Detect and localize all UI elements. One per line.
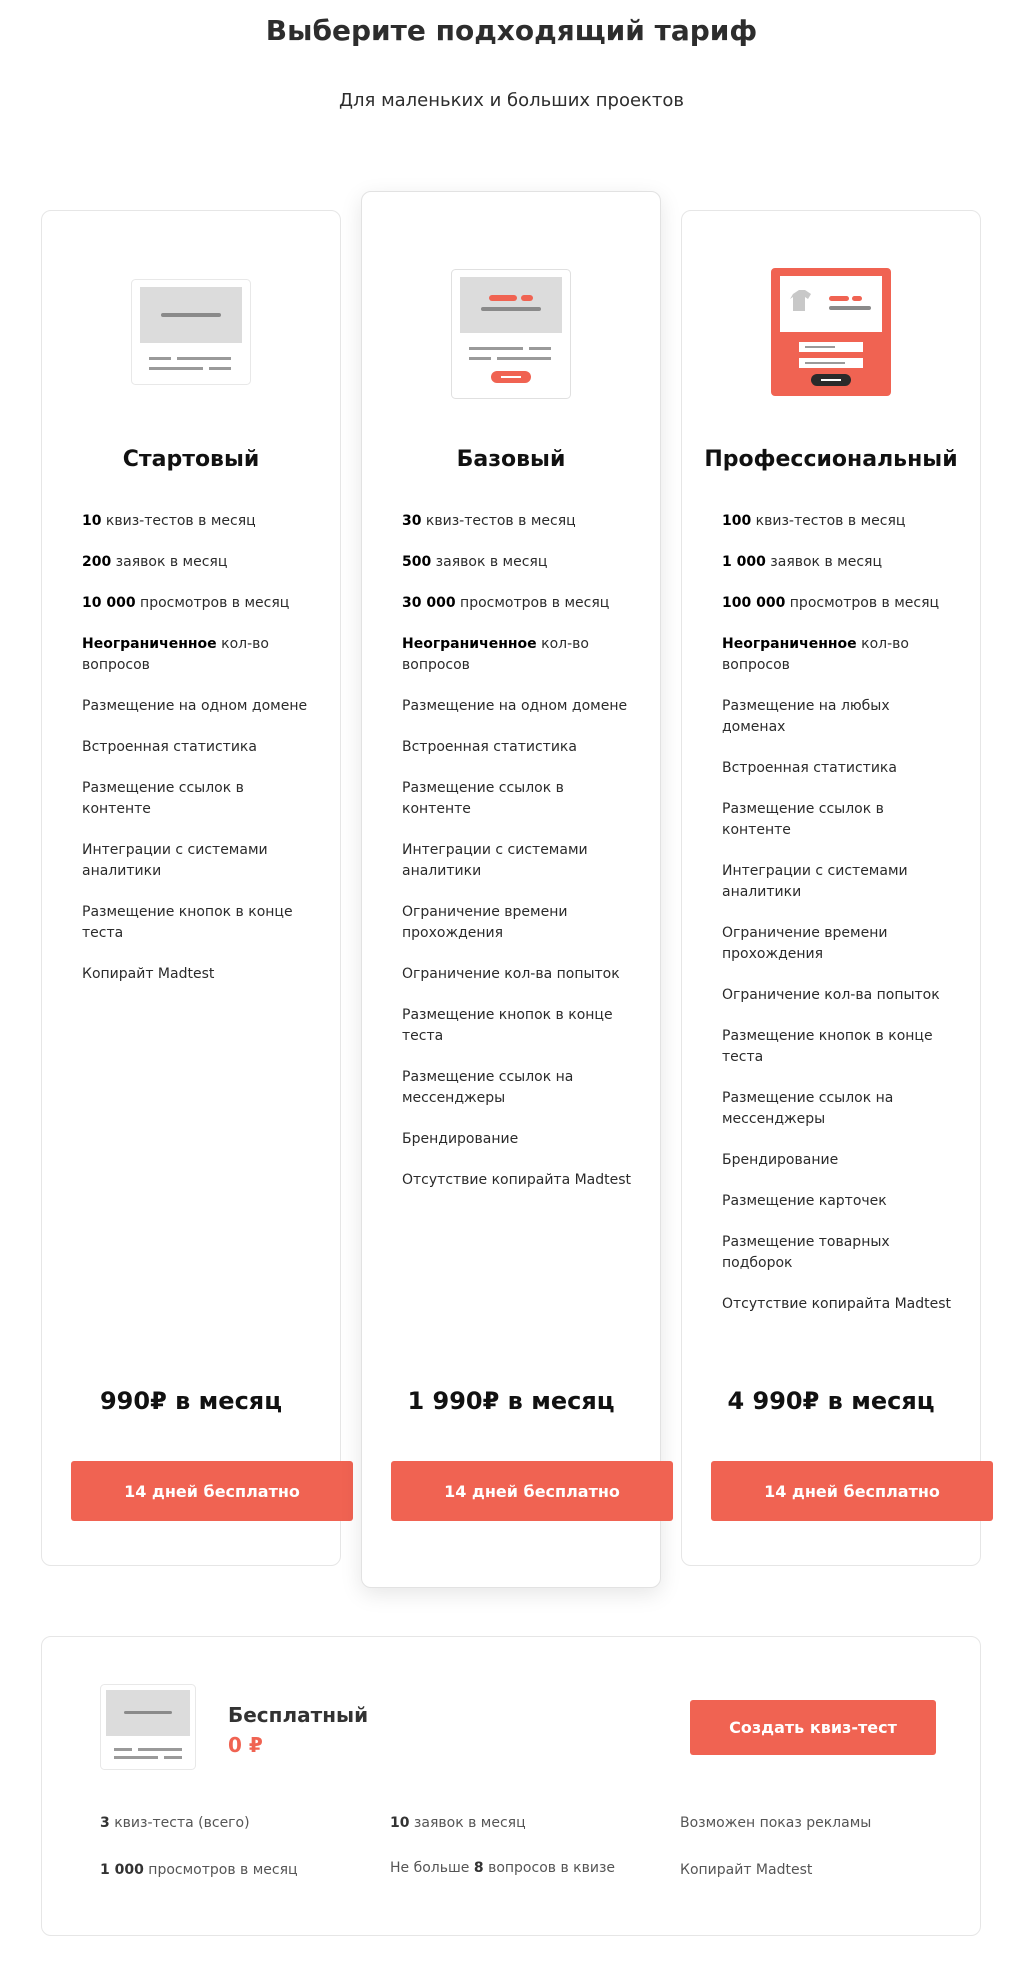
feature-item: Встроенная статистика [82, 739, 257, 755]
feature-item: Размещение кнопок в конце теста [722, 1028, 933, 1065]
free-trial-button[interactable]: 14 дней бесплатно [391, 1461, 673, 1521]
plan-preview-icon [451, 269, 571, 399]
free-feature-item: 10 заявок в месяц [390, 1815, 526, 1831]
plan-name: Профессиональный [704, 447, 958, 472]
plan-card-basic [361, 191, 661, 1588]
create-quiz-button[interactable]: Создать квиз-тест [690, 1700, 936, 1755]
feature-item: Отсутствие копирайта Madtest [402, 1172, 632, 1188]
feature-item: Размещение ссылок на мессенджеры [722, 1090, 894, 1127]
plan-price: 990₽ в месяц [99, 1387, 282, 1415]
feature-item: 30 000 просмотров в месяц [402, 595, 610, 611]
free-feature-item: Возможен показ рекламы [680, 1815, 872, 1831]
feature-item: 30 квиз-тестов в месяц [402, 513, 576, 529]
feature-item: Размещение кнопок в конце теста [82, 904, 293, 941]
page-title: Выберите подходящий тариф [265, 14, 758, 47]
plan-price: 4 990₽ в месяц [727, 1387, 935, 1415]
feature-item: Неограниченное кол-во вопросов [722, 636, 909, 673]
feature-item: Брендирование [402, 1131, 519, 1147]
feature-list [722, 511, 957, 1335]
feature-item: 100 квиз-тестов в месяц [722, 513, 906, 529]
feature-item: Размещение на одном домене [402, 698, 628, 714]
feature-item: Брендирование [722, 1152, 839, 1168]
free-feature-item: Копирайт Madtest [680, 1862, 813, 1878]
free-feature-item: 1 000 просмотров в месяц [100, 1862, 298, 1878]
feature-item: Встроенная статистика [722, 760, 897, 776]
feature-item: Неограниченное кол-во вопросов [82, 636, 269, 673]
feature-item: Копирайт Madtest [82, 966, 215, 982]
feature-item: Интеграции с системами аналитики [82, 842, 268, 879]
feature-item: Размещение товарных подборок [722, 1234, 890, 1271]
feature-item: Ограничение кол-ва попыток [722, 987, 940, 1003]
free-trial-button[interactable]: 14 дней бесплатно [71, 1461, 353, 1521]
feature-item: Размещение ссылок в контенте [402, 780, 564, 817]
feature-item: Размещение на одном домене [82, 698, 308, 714]
free-plan-card [41, 1636, 981, 1936]
feature-item: Интеграции с системами аналитики [722, 863, 908, 900]
plan-preview-icon [100, 1684, 196, 1770]
feature-item: 10 000 просмотров в месяц [82, 595, 290, 611]
feature-item: Ограничение времени прохождения [722, 925, 888, 962]
feature-list [402, 511, 637, 1211]
feature-item: 1 000 заявок в месяц [722, 554, 882, 570]
plan-price: 1 990₽ в месяц [407, 1387, 615, 1415]
free-trial-button[interactable]: 14 дней бесплатно [711, 1461, 993, 1521]
feature-item: Размещение ссылок на мессенджеры [402, 1069, 574, 1106]
feature-item: Размещение кнопок в конце теста [402, 1007, 613, 1044]
plan-name: Базовый [456, 447, 566, 472]
feature-item: Ограничение кол-ва попыток [402, 966, 620, 982]
page-subtitle: Для маленьких и больших проектов [338, 90, 685, 111]
free-feature-item: 3 квиз-теста (всего) [100, 1815, 250, 1831]
feature-item: Размещение карточек [722, 1193, 887, 1209]
feature-item: Размещение на любых доменах [722, 698, 890, 735]
feature-item: 200 заявок в месяц [82, 554, 228, 570]
feature-item: Интеграции с системами аналитики [402, 842, 588, 879]
feature-item: 10 квиз-тестов в месяц [82, 513, 256, 529]
free-plan-price: 0 ₽ [228, 1733, 263, 1757]
plan-card-professional [681, 210, 981, 1566]
feature-item: Ограничение времени прохождения [402, 904, 568, 941]
free-plan-name: Бесплатный [228, 1703, 369, 1727]
feature-item: 100 000 просмотров в месяц [722, 595, 940, 611]
feature-list [82, 511, 317, 1005]
feature-item: Неограниченное кол-во вопросов [402, 636, 589, 673]
feature-item: Отсутствие копирайта Madtest [722, 1296, 952, 1312]
plan-preview-icon [131, 279, 251, 385]
feature-item: 500 заявок в месяц [402, 554, 548, 570]
plan-preview-icon [771, 268, 891, 396]
feature-item: Встроенная статистика [402, 739, 577, 755]
plan-card-starter [41, 210, 341, 1566]
plan-name: Стартовый [122, 447, 260, 472]
free-feature-item: Не больше 8 вопросов в квизе [390, 1860, 616, 1876]
feature-item: Размещение ссылок в контенте [82, 780, 244, 817]
feature-item: Размещение ссылок в контенте [722, 801, 884, 838]
